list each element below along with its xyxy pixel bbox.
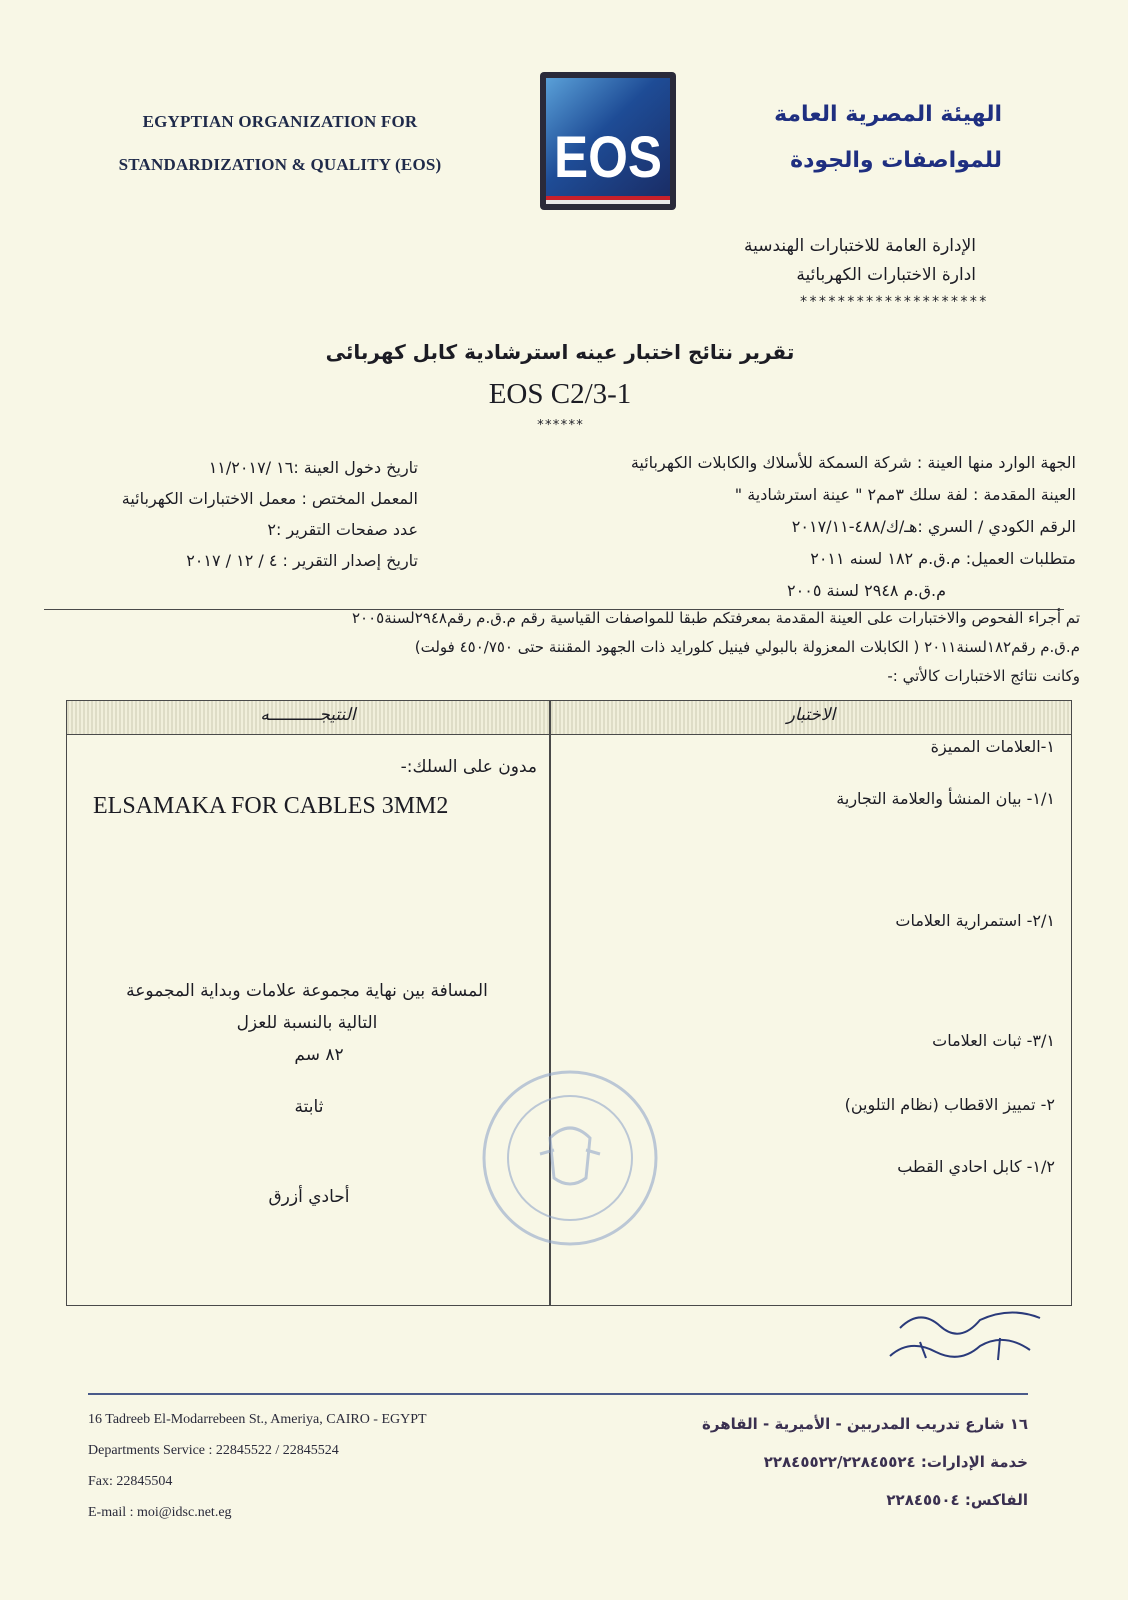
org-name-ar-line2: للمواصفات والجودة — [790, 148, 1002, 173]
footer-fax-en: Fax: 22845504 — [88, 1474, 173, 1489]
footer-service-ar: خدمة الإدارات: ٢٢٨٤٥٥٢٢/٢٢٨٤٥٥٢٤ — [763, 1453, 1028, 1471]
client-requirements-2: م.ق.م ٢٩٤٨ لسنة ٢٠٠٥ — [787, 581, 946, 600]
eos-logo — [540, 72, 676, 210]
report-title: تقرير نتائج اختبار عينه استرشادية كابل كهربائى — [325, 340, 795, 364]
signature — [880, 1298, 1060, 1378]
sample-code: الرقم الكودي / السري :هـ/ك/٤٨٨-٢٠١٧/١١ — [791, 517, 1076, 536]
org-name-en-line2: STANDARDIZATION & QUALITY (EOS) — [118, 155, 442, 174]
intro-line3: وكانت نتائج الاختبارات كالأتي :- — [887, 667, 1080, 685]
official-stamp — [470, 1058, 670, 1258]
sample-info-right — [516, 447, 1076, 607]
issue-date: تاريخ إصدار التقرير : ٤ / ١٢ / ٢٠١٧ — [186, 551, 418, 570]
org-name-arabic — [702, 92, 1002, 184]
logo-text: EOS — [554, 125, 662, 190]
report-code: EOS C2/3-1 — [488, 378, 632, 410]
lab-name: المعمل المختص : معمل الاختبارات الكهربائية — [121, 489, 418, 508]
department-block — [556, 232, 976, 290]
result-2-text — [75, 975, 539, 1071]
result-1-value: ELSAMAKA FOR CABLES 3MM2 — [93, 793, 449, 819]
client-requirements: متطلبات العميل: م.ق.م ١٨٢ لسنه ٢٠١١ — [810, 549, 1076, 568]
department-line1: الإدارة العامة للاختبارات الهندسية — [743, 236, 976, 256]
header-result: النتيجــــــــــه — [260, 705, 356, 725]
result-2-value: ٨٢ سم — [294, 1045, 344, 1065]
footer-divider — [88, 1393, 1028, 1395]
title-stars-separator: ****** — [536, 418, 584, 433]
sample-source: الجهة الوارد منها العينة : شركة السمكة للأسلاك والكابلات الكهربائية — [630, 453, 1076, 472]
test-1-1: ١/١- بيان المنشأ والعلامة التجارية — [836, 789, 1055, 808]
test-1-2: ٢/١- استمرارية العلامات — [895, 911, 1055, 930]
result-4: أحادي أزرق — [268, 1187, 350, 1207]
department-line2: ادارة الاختبارات الكهربائية — [796, 265, 976, 285]
footer-fax-ar: الفاكس: ٢٢٨٤٥٥٠٤ — [886, 1491, 1028, 1509]
header-test: الاختبار — [786, 705, 836, 725]
test-2: ٢- تمييز الاقطاب (نظام التلوين) — [844, 1095, 1055, 1114]
result-2-line1: المسافة بين نهاية مجموعة علامات وبداية المجموعة — [126, 981, 488, 1001]
sample-info-left — [24, 452, 418, 576]
sample-description: العينة المقدمة : لفة سلك ٣مم٢ " عينة استرشادية " — [734, 485, 1076, 504]
page-count: عدد صفحات التقرير :٢ — [267, 520, 418, 539]
footer-contact-english — [88, 1404, 588, 1528]
org-name-en-line1: EGYPTIAN ORGANIZATION FOR — [142, 112, 418, 131]
intro-line2: م.ق.م رقم١٨٢لسنة٢٠١١ ( الكابلات المعزولة بالبولي فينيل كلورايد ذات الجهود المقننة حتى ٤٥٠/٧٥٠ فولت) — [414, 638, 1080, 656]
intro-line1: تم أجراء الفحوص والاختبارات على العينة المقدمة بمعرفتكم طبقا للمواصفات القياسية رقم م.ق.م رقم٢٩٤٨لسنة٢٠٠٥ — [352, 609, 1080, 627]
test-1: ١-العلامات المميزة — [930, 737, 1055, 756]
org-name-english — [80, 100, 480, 186]
test-1-3: ٣/١- ثبات العلامات — [932, 1031, 1055, 1050]
intro-paragraph — [30, 604, 1080, 691]
footer-email-en: E-mail : moi@idsc.net.eg — [88, 1505, 232, 1520]
result-2-line2: التالية بالنسبة للعزل — [236, 1013, 378, 1033]
footer-address-en: 16 Tadreeb El-Modarrebeen St., Ameriya, CAIRO - EGYPT — [88, 1412, 427, 1427]
result-1-label: مدون على السلك:- — [400, 757, 537, 777]
footer-contact-arabic — [548, 1405, 1028, 1519]
result-3: ثابتة — [294, 1097, 324, 1117]
entry-date: تاريخ دخول العينة :١٦ /١١/٢٠١٧ — [208, 458, 418, 477]
footer-service-en: Departments Service : 22845522 / 22845524 — [88, 1443, 339, 1458]
footer-address-ar: ١٦ شارع تدريب المدربين - الأميرية - القاهرة — [702, 1415, 1028, 1433]
header-stars-separator: ******************** — [799, 294, 988, 310]
test-2-1: ١/٢- كابل احادي القطب — [897, 1157, 1055, 1176]
org-name-ar-line1: الهيئة المصرية العامة — [774, 102, 1002, 127]
